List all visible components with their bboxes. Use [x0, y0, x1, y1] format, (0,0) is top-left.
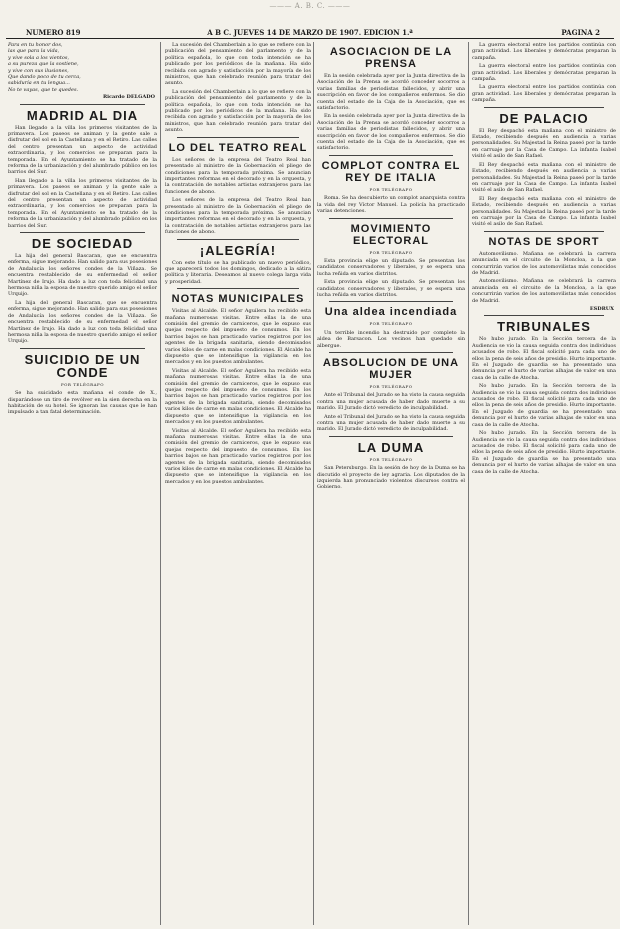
complot-text: Roma. Se ha descubierto un complot anarquista contra la vida del rey Víctor Manuel. La policía ha practicado varias detenciones. [317, 195, 465, 215]
intro-text-3: La guerra electoral entre los partidos continúa con gran actividad. Los liberales y demócratas preparan la campaña. [472, 84, 616, 104]
divider [177, 137, 299, 138]
asociacion-prensa-text: En la sesión celebrada ayer por la Junta directiva de la Asociación de la Prensa se acordó conceder socorros a varias familias de periodistas fallecidos, y abrir una suscripción en favor de los compañeros enfermos. Se dio cuenta del estado de la Caja de la Asociación, que es satisfactorio. [317, 73, 465, 112]
madrid-al-dia-heading: MADRID AL DIA [26, 107, 139, 123]
divider [484, 315, 604, 316]
palacio-heading: DE PALACIO [499, 110, 589, 126]
suicidio-text: Se ha suicidado esta mañana el conde de X., disparándose un tiro de revólver en la sien derecha en la habitación de su hotel. Se ignoran las causas que le han impulsado a tan fatal determinación. [8, 390, 157, 416]
absolucion-text-2: Ante el Tribunal del Jurado se ha visto la causa seguida contra una mujer acusada de haber dado muerte a su marido. El Jurado dictó veredicto de inculpabilidad. [317, 413, 465, 433]
teatro-real-heading: LO DEL TEATRO REAL [168, 141, 308, 154]
asociacion-prensa-heading: ASOCIACION DE LA PRENSA [329, 46, 453, 70]
alegria-text: Con este título se ha publicado un nuevo periódico, que aparecerá todos los domingos, dedicado a la sátira política y literaria. Deseamos al nuevo colega larga vida y prosperidad. [165, 259, 311, 285]
palacio-text-3: El Rey despachó esta mañana con el ministro de Estado, recibiendo después en audiencia a varias personalidades. Su Majestad la Reina paseó por la tarde en carruaje por la Casa de Campo. La infanta Isabel visitó el asilo de San Rafael. [472, 195, 616, 228]
notas-municipales-text-2: Visitas al Alcalde. El señor Aguilera ha recibido esta mañana numerosas visitas. Entre ellas la de una comisión del gremio de carniceros, que le expuso sus quejas respecto del impuesto de consumos. En los barrios bajos se han practicado varios registros por los agentes de la brigada sanitaria, siendo decomisados varios kilos de carne en malas condiciones. El Alcalde ha dispuesto que se intensifique la vigilancia en los mercados y en los puestos ambulantes. [165, 367, 311, 426]
movimiento-electoral-heading: MOVIMIENTO ELECTORAL [350, 222, 432, 247]
movimiento-electoral-text: Esta provincia elige un diputado. Se presentan los candidatos conservadores y liberales, y se espera una lucha reñida en varios distritos. [317, 257, 465, 277]
absolucion-text: Ante el Tribunal del Jurado se ha visto la causa seguida contra una mujer acusada de haber dado muerte a su marido. El Jurado dictó veredicto de inculpabilidad. [317, 392, 465, 412]
date-line: A B C. JUEVES 14 DE MARZO DE 1907. EDICION 1.ª [207, 28, 413, 37]
duma-text: San Petersburgo. En la sesión de hoy de la Duma se ha discutido el proyecto de ley agraria. Los diputados de la izquierda han pronunciado violentos discursos contra el Gobierno. [317, 465, 465, 491]
column-divider [313, 42, 314, 925]
divider [484, 107, 604, 108]
complot-heading: COMPLOT CONTRA EL REY DE ITALIA [321, 159, 461, 184]
suicidio-subhead: POR TELÉGRAFO [60, 381, 105, 387]
notas-municipales-heading: NOTAS MUNICIPALES [171, 293, 305, 306]
poem-line: sabiduría en tu lengua... [8, 80, 70, 87]
complot-subhead: POR TELÉGRAFO [369, 186, 413, 192]
asociacion-prensa-text-2: En la sesión celebrada ayer por la Junta directiva de la Asociación de la Prensa se acordó conceder socorros a varias familias de periodistas fallecidos, y abrir una suscripción en favor de los compañeros enfermos. Se dio cuenta del estado de la Caja de la Asociación, que es satisfactorio. [317, 113, 465, 152]
madrid-al-dia-text: Han llegado a la villa los primeros visitantes de la primavera. Los paseos se animan y la gente sale a disfrutar del sol en la Castellana y en el Retiro. Las calles del centro presentan un aspecto de actividad extraordinaria, y los comercios se preparan para la temporada. En el Ayuntamiento se ha tratado de la reforma de la urbanización y del alumbrado público en los barrios del Sur. [8, 124, 157, 176]
poem-line: No te vayas, que te quedes. [8, 86, 79, 93]
masthead: ——— A. B. C. ——— [269, 2, 351, 10]
poem-line: a su pureza que la sostiene, [8, 61, 79, 68]
poem-line: Para en tu honor dos, [8, 42, 63, 48]
column-3 [317, 42, 465, 925]
teatro-real-text-2: Los señores de la empresa del Teatro Real han presentado al ministro de la Gobernación el pliego de condiciones para la temporada próxima. Se anuncian importantes reformas en el decorado y en la orquesta, y la contratación de notables artistas extranjeros para las funciones de abono. [165, 197, 311, 236]
column-1 [8, 42, 157, 925]
sociedad-text-2: La hija del general Bascaran, que se encuentra enferma, sigue mejorando. Han salido para sus posesiones de Andalucía los señores condes de la Viñaza. Se encuentra restablecido de su enfermedad el señor Martínez de Irujo. Ha dado a luz con toda felicidad una hermosa niña la esposa de nuestro querido amigo el señor Urquijo. [8, 299, 157, 345]
palacio-text: El Rey despachó esta mañana con el ministro de Estado, recibiendo después en audiencia a varias personalidades. Su Majestad la Reina paseó por la tarde en carruaje por la Casa de Campo. La infanta Isabel visitó el asilo de San Rafael. [472, 127, 616, 160]
movimiento-electoral-text-2: Esta provincia elige un diputado. Se presentan los candidatos conservadores y liberales, y se espera una lucha reñida en varios distritos. [317, 279, 465, 298]
suicidio-heading: SUICIDIO DE UN CONDE [24, 351, 141, 380]
divider [329, 301, 453, 302]
aldea-text: Un terrible incendio ha destruido por completo la aldea de Barsacon. Los vecinos han quedado sin albergue. [317, 329, 465, 349]
divider [329, 352, 453, 353]
poem-line: y vive con sus ilusiones, [8, 67, 69, 74]
aldea-subhead: POR TELÉGRAFO [369, 321, 413, 327]
tribunales-text-2: No hubo jurado. En la Sección tercera de la Audiencia se vio la causa seguida contra dos individuos acusados de robo. El fiscal solicitó para cada uno de ellos la pena de seis años de presidio. Hurto importante. En el Juzgado de guardia se ha presentado una denuncia por el hurto de varias alhajas de valor en una casa de la calle de Atocha. [472, 383, 616, 428]
divider [484, 231, 604, 232]
movimiento-subhead: POR TELÉGRAFO [369, 249, 413, 255]
alegria-heading: ¡ALEGRÍA! [199, 242, 277, 258]
divider [20, 104, 145, 105]
header-row [6, 28, 614, 38]
column-divider [160, 42, 161, 925]
aldea-heading: Una aldea incendiada [324, 306, 458, 319]
intro-text-2: La guerra electoral entre los partidos continúa con gran actividad. Los liberales y demócratas preparan la campaña. [472, 63, 616, 83]
palacio-text-2: El Rey despachó esta mañana con el ministro de Estado, recibiendo después en audiencia a varias personalidades. Su Majestad la Reina paseó por la tarde en carruaje por la Casa de Campo. La infanta Isabel visitó el asilo de San Rafael. [472, 161, 616, 194]
sport-text-2: Automovilismo. Mañana se celebrará la carrera anunciada en el circuito de la Moncloa, a la que concurrirán varios de los automovilistas más conocidos de Madrid. [472, 278, 616, 304]
sociedad-text: La hija del general Bascaran, que se encuentra enferma, sigue mejorando. Han salido para sus posesiones de Andalucía los señores condes de la Viñaza. Se encuentra restablecido de su enfermedad el señor Martínez de Irujo. Ha dado a luz con toda felicidad una hermosa niña la esposa de nuestro querido amigo el señor Urquijo. [8, 253, 157, 298]
intro-text-2: La sucesión del Chamberlain a lo que se refiere con la publicación del pensamiento del parlamento y de la política española, lo que con toda intención se ha publicado por los periódicos de la mañana. Ha sido recibida con agrado y satisfacción por la mayoría de los ministros, que han celebrado reunión para tratar del asunto. [165, 88, 311, 134]
divider [177, 288, 299, 289]
tribunales-text: No hubo jurado. En la Sección tercera de la Audiencia se vio la causa seguida contra dos individuos acusados de robo. El fiscal solicitó para cada uno de ellos la pena de seis años de presidio. Hurto importante. En el Juzgado de guardia se ha presentado una denuncia por el hurto de varias alhajas de valor en una casa de la calle de Atocha. [472, 336, 616, 381]
page-header [6, 2, 614, 42]
intro-text: La guerra electoral entre los partidos continúa con gran actividad. Los liberales y demócratas preparan la campaña. [472, 42, 616, 61]
absolucion-subhead: POR TELÉGRAFO [369, 383, 413, 389]
sport-signature: ESDRUX [589, 306, 614, 312]
column-2 [165, 42, 311, 925]
sport-text: Automovilismo. Mañana se celebrará la carrera anunciada en el circuito de la Moncloa, a la que concurrirán varios de los automovilistas más conocidos de Madrid. [472, 250, 616, 276]
sport-heading: NOTAS DE SPORT [488, 235, 600, 248]
poem [8, 42, 157, 93]
divider [20, 348, 145, 349]
poem-line: y vive sola a los vientos, [8, 54, 70, 61]
intro-text: La sucesión del Chamberlain a lo que se refiere con la publicación del pensamiento del parlamento y de la política española, lo que con toda intención se ha publicado por los periódicos de la mañana. Ha sido recibida con agrado y satisfacción por la mayoría de los ministros, que han celebrado reunión para tratar del asunto. [165, 42, 311, 87]
divider [177, 239, 299, 240]
sociedad-heading: DE SOCIEDAD [31, 236, 134, 252]
madrid-al-dia-text-2: Han llegado a la villa los primeros visitantes de la primavera. Los paseos se animan y la gente sale a disfrutar del sol en la Castellana y en el Retiro. Las calles del centro presentan un aspecto de actividad extraordinaria, y los comercios se preparan para la temporada. En el Ayuntamiento se ha tratado de la reforma de la urbanización y del alumbrado público en los barrios del Sur. [8, 177, 157, 229]
tribunales-heading: TRIBUNALES [497, 319, 591, 335]
column-4 [472, 42, 616, 925]
divider [329, 155, 453, 156]
tribunales-text-3: No hubo jurado. En la Sección tercera de la Audiencia se vio la causa seguida contra dos individuos acusados de robo. El fiscal solicitó para cada uno de ellos la pena de seis años de presidio. Hurto importante. En el Juzgado de guardia se ha presentado una denuncia por el hurto de varias alhajas de valor en una casa de la calle de Atocha. [472, 430, 616, 475]
notas-municipales-text-3: Visitas al Alcalde. El señor Aguilera ha recibido esta mañana numerosas visitas. Entre ellas la de una comisión del gremio de carniceros, que le expuso sus quejas respecto del impuesto de consumos. En los barrios bajos se han practicado varios registros por los agentes de la brigada sanitaria, siendo decomisados varios kilos de carne en malas condiciones. El Alcalde ha dispuesto que se intensifique la vigilancia en los mercados y en los puestos ambulantes. [165, 427, 311, 485]
teatro-real-text: Los señores de la empresa del Teatro Real han presentado al ministro de la Gobernación el pliego de condiciones para la temporada próxima. Se anuncian importantes reformas en el decorado y en la orquesta, y la contratación de notables artistas extranjeros para las funciones de abono. [165, 156, 311, 195]
poem-signature: Ricardo DELGADO [102, 94, 155, 101]
notas-municipales-text: Visitas al Alcalde. El señor Aguilera ha recibido esta mañana numerosas visitas. Entre ellas la de una comisión del gremio de carniceros, que le expuso sus quejas respecto del impuesto de consumos. En los barrios bajos se han practicado varios registros por los agentes de la brigada sanitaria, siendo decomisados varios kilos de carne en malas condiciones. El Alcalde ha dispuesto que se intensifique la vigilancia en los mercados y en los puestos ambulantes. [165, 308, 311, 366]
divider [20, 232, 145, 233]
divider [329, 436, 453, 437]
poem-line: Que dando poco de tu cerca, [8, 73, 81, 80]
header-rule [6, 38, 614, 39]
duma-subhead: POR TELÉGRAFO [369, 456, 413, 462]
issue-number: NUMERO 819 [26, 28, 81, 37]
duma-heading: LA DUMA [357, 439, 425, 455]
column-divider [468, 42, 469, 925]
absolucion-heading: ABSOLUCION DE UNA MUJER [322, 356, 460, 381]
poem-line: las que para la vida, [8, 48, 60, 55]
divider [329, 218, 453, 219]
page-number: PAGINA 2 [561, 28, 600, 37]
